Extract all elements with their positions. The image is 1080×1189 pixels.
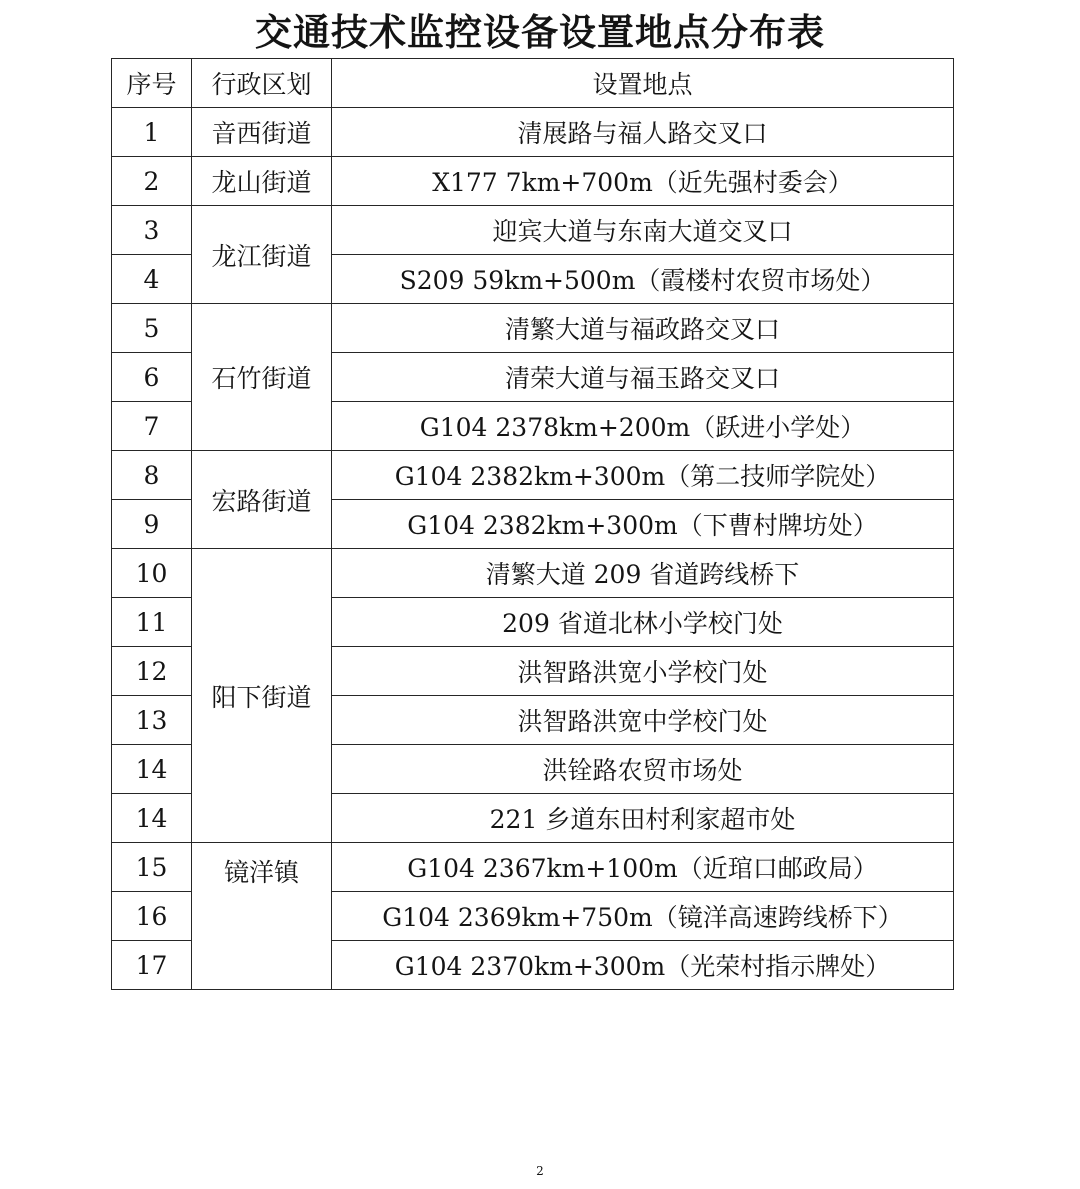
table-row: [112, 549, 954, 598]
seq-cell: 14: [112, 794, 192, 843]
location-cell: 清荣大道与福玉路交叉口: [332, 353, 954, 402]
seq-cell: 7: [112, 402, 192, 451]
seq-cell: 8: [112, 451, 192, 500]
district-cell: 石竹街道: [192, 304, 332, 451]
location-cell: 221 乡道东田村利家超市处: [332, 794, 954, 843]
header-district: 行政区划: [192, 59, 332, 108]
location-cell: G104 2367km+100m（近琯口邮政局）: [332, 843, 954, 892]
page-number: 2: [536, 1164, 544, 1178]
location-cell: 清展路与福人路交叉口: [332, 108, 954, 157]
district-cell: 龙山街道: [192, 157, 332, 206]
seq-cell: 15: [112, 843, 192, 892]
table-row: [112, 843, 954, 892]
location-cell: X177 7km+700m（近先强村委会）: [332, 157, 954, 206]
seq-cell: 14: [112, 745, 192, 794]
seq-cell: 1: [112, 108, 192, 157]
header-location: 设置地点: [332, 59, 954, 108]
district-cell: 龙江街道: [192, 206, 332, 304]
seq-cell: 4: [112, 255, 192, 304]
table-row: [112, 451, 954, 500]
location-cell: 洪智路洪宽中学校门处: [332, 696, 954, 745]
header-seq: 序号: [112, 59, 192, 108]
location-cell: 洪智路洪宽小学校门处: [332, 647, 954, 696]
table-header-row: [112, 59, 954, 108]
location-cell: G104 2370km+300m（光荣村指示牌处）: [332, 941, 954, 990]
table-row: [112, 108, 954, 157]
table-row: [112, 304, 954, 353]
seq-cell: 17: [112, 941, 192, 990]
table-row: [112, 206, 954, 255]
seq-cell: 5: [112, 304, 192, 353]
seq-cell: 6: [112, 353, 192, 402]
location-cell: G104 2378km+200m（跃进小学处）: [332, 402, 954, 451]
seq-cell: 9: [112, 500, 192, 549]
district-cell: 阳下街道: [192, 549, 332, 843]
location-cell: 209 省道北林小学校门处: [332, 598, 954, 647]
monitoring-locations-table: [111, 58, 954, 990]
seq-cell: 13: [112, 696, 192, 745]
district-cell: 音西街道: [192, 108, 332, 157]
document-title: 交通技术监控设备设置地点分布表: [255, 11, 825, 54]
location-cell: G104 2369km+750m（镜洋高速跨线桥下）: [332, 892, 954, 941]
location-cell: G104 2382km+300m（下曹村牌坊处）: [332, 500, 954, 549]
district-cell: 镜洋镇: [192, 843, 332, 990]
location-cell: 迎宾大道与东南大道交叉口: [332, 206, 954, 255]
location-cell: 洪铨路农贸市场处: [332, 745, 954, 794]
location-cell: S209 59km+500m（霞楼村农贸市场处）: [332, 255, 954, 304]
district-cell: 宏路街道: [192, 451, 332, 549]
seq-cell: 3: [112, 206, 192, 255]
location-cell: G104 2382km+300m（第二技师学院处）: [332, 451, 954, 500]
table-row: [112, 157, 954, 206]
seq-cell: 10: [112, 549, 192, 598]
seq-cell: 11: [112, 598, 192, 647]
seq-cell: 12: [112, 647, 192, 696]
location-cell: 清繁大道与福政路交叉口: [332, 304, 954, 353]
location-cell: 清繁大道 209 省道跨线桥下: [332, 549, 954, 598]
seq-cell: 2: [112, 157, 192, 206]
seq-cell: 16: [112, 892, 192, 941]
